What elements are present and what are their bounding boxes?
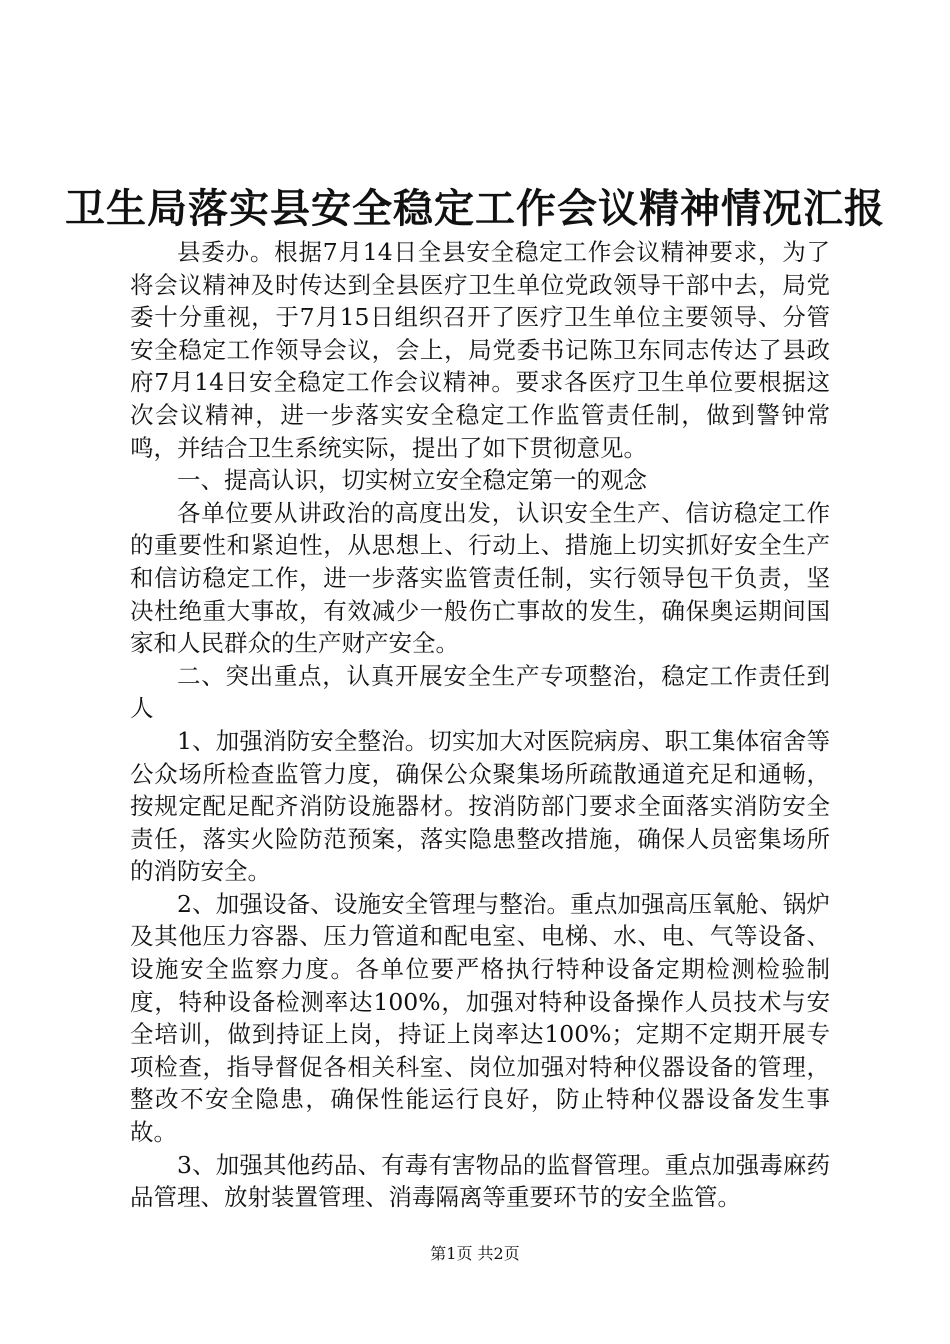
page-footer: 第1页 共2页 xyxy=(430,1244,520,1263)
paragraph-section-1: 各单位要从讲政治的高度出发，认识安全生产、信访稳定工作的重要性和紧迫性，从思想上、行动上、措施上切实抓好安全生产和信访稳定工作，进一步落实监管责任制，实行领导包干负责，坚决杜绝重大事故，有效减少一般伤亡事故的发生，确保奥运期间国家和人民群众的生产财产安全。 xyxy=(130,498,830,658)
paragraph-item-2: 2、加强设备、设施安全管理与整治。重点加强高压氧舱、锅炉及其他压力容器、压力管道和配电室、电梯、水、电、气等设备、设施安全监察力度。各单位要严格执行特种设备定期检测检验制度，特种设备检测率达100%，加强对特种设备操作人员技术与安全培训，做到持证上岗，持证上岗率达100%；定期不定期开展专项检查，指导督促各相关科室、岗位加强对特种仪器设备的管理，整改不安全隐患，确保性能运行良好，防止特种仪器设备发生事故。 xyxy=(130,889,830,1147)
page-title: 卫生局落实县安全稳定工作会议精神情况汇报 xyxy=(65,185,885,232)
paragraph-item-3: 3、加强其他药品、有毒有害物品的监督管理。重点加强毒麻药品管理、放射装置管理、消毒隔离等重要环节的安全监管。 xyxy=(130,1150,830,1212)
paragraph-intro: 县委办。根据7月14日全县安全稳定工作会议精神要求，为了将会议精神及时传达到全县医疗卫生单位党政领导干部中去，局党委十分重视，于7月15日组织召开了医疗卫生单位主要领导、分管安全稳定工作领导会议，会上，局党委书记陈卫东同志传达了县政府7月14日安全稳定工作会议精神。要求各医疗卫生单位要根据这次会议精神，进一步落实安全稳定工作监管责任制，做到警钟常鸣，并结合卫生系统实际，提出了如下贯彻意见。 xyxy=(130,238,830,462)
section-heading-1: 一、提高认识，切实树立安全稳定第一的观念 xyxy=(177,466,647,495)
section-heading-2: 二、突出重点，认真开展安全生产专项整治，稳定工作责任到人 xyxy=(130,661,830,723)
paragraph-item-1: 1、加强消防安全整治。切实加大对医院病房、职工集体宿舍等公众场所检查监管力度，确保公众聚集场所疏散通道充足和通畅，按规定配足配齐消防设施器材。按消防部门要求全面落实消防安全责任，落实火险防范预案，落实隐患整改措施，确保人员密集场所的消防安全。 xyxy=(130,726,830,886)
document-body xyxy=(130,236,830,1214)
